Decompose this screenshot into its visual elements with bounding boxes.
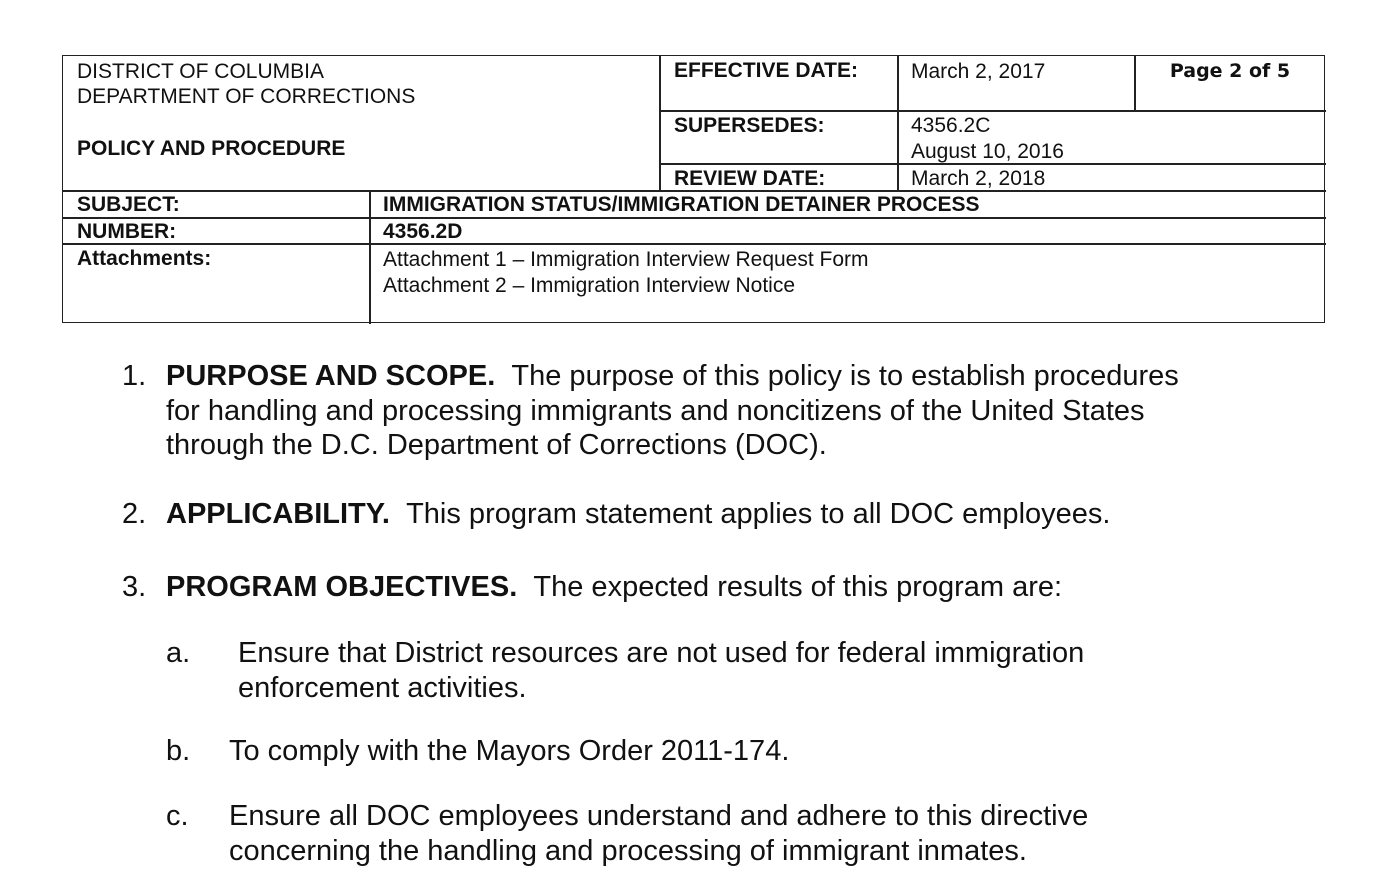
section-line: for handling and processing immigrants and noncitizens of the United States xyxy=(166,394,1145,427)
supersedes-label: SUPERSEDES: xyxy=(674,114,825,137)
supersedes-date: August 10, 2016 xyxy=(911,140,1064,163)
objective-line: Ensure that District resources are not used for federal immigration xyxy=(238,637,1085,669)
section-text: This program statement applies to all DOC employees. xyxy=(406,498,1111,530)
objective-line: Ensure all DOC employees understand and adhere to this directive xyxy=(229,800,1089,832)
department-name: DEPARTMENT OF CORRECTIONS xyxy=(77,85,416,108)
section-heading: PROGRAM OBJECTIVES. xyxy=(166,571,518,603)
section-text: The purpose of this policy is to establish procedures xyxy=(511,360,1179,392)
effective-date-label: EFFECTIVE DATE: xyxy=(674,59,858,82)
section-line: through the D.C. Department of Corrections (DOC). xyxy=(166,429,827,461)
section-body xyxy=(166,359,1266,463)
effective-date-value: March 2, 2017 xyxy=(911,60,1046,83)
attachment-item: Attachment 1 – Immigration Interview Request Form xyxy=(383,248,869,271)
objective-letter: a. xyxy=(166,637,191,669)
objective-body xyxy=(229,799,1229,868)
objective-letter: b. xyxy=(166,735,191,767)
number-value: 4356.2D xyxy=(383,220,463,243)
subject-value: IMMIGRATION STATUS/IMMIGRATION DETAINER PROCESS xyxy=(383,193,980,216)
section-line xyxy=(166,497,1266,532)
review-date-label: REVIEW DATE: xyxy=(674,167,826,190)
header-divider xyxy=(659,56,661,190)
document-type: POLICY AND PROCEDURE xyxy=(77,137,346,160)
objective-body xyxy=(238,636,1238,705)
section-line xyxy=(166,570,1266,605)
objective-item-b xyxy=(0,734,1376,774)
objective-item-a xyxy=(0,636,1376,708)
attachments-label: Attachments: xyxy=(77,247,212,270)
section-number: 1. xyxy=(122,360,147,392)
header-divider xyxy=(63,217,1326,219)
supersedes-number: 4356.2C xyxy=(911,114,991,137)
agency-name: DISTRICT OF COLUMBIA xyxy=(77,60,324,83)
objective-item-c xyxy=(0,799,1376,871)
objective-line: To comply with the Mayors Order 2011-174. xyxy=(229,735,790,767)
section-body xyxy=(166,570,1266,605)
objective-letter: c. xyxy=(166,800,189,832)
header-divider xyxy=(897,56,899,190)
section-heading: APPLICABILITY. xyxy=(166,498,390,530)
section-applicability xyxy=(0,497,1376,537)
section-purpose-and-scope xyxy=(0,359,1376,469)
section-body xyxy=(166,497,1266,532)
header-divider xyxy=(63,243,1326,245)
section-number: 3. xyxy=(122,571,147,603)
objective-line: enforcement activities. xyxy=(238,671,527,704)
page-number: Page 2 of 5 xyxy=(1169,60,1291,82)
header-divider xyxy=(659,110,1326,112)
objective-line: concerning the handling and processing of immigrant inmates. xyxy=(229,834,1027,867)
section-text: The expected results of this program are: xyxy=(533,571,1063,603)
objective-body xyxy=(229,734,1229,769)
attachment-item: Attachment 2 – Immigration Interview Notice xyxy=(383,274,796,297)
number-label: NUMBER: xyxy=(77,220,177,243)
section-number: 2. xyxy=(122,498,147,530)
section-heading: PURPOSE AND SCOPE. xyxy=(166,360,496,392)
review-date-value: March 2, 2018 xyxy=(911,167,1046,190)
policy-header-table xyxy=(62,55,1325,323)
section-program-objectives xyxy=(0,570,1376,610)
header-divider xyxy=(369,190,371,324)
section-line xyxy=(166,359,1266,394)
subject-label: SUBJECT: xyxy=(77,193,180,216)
